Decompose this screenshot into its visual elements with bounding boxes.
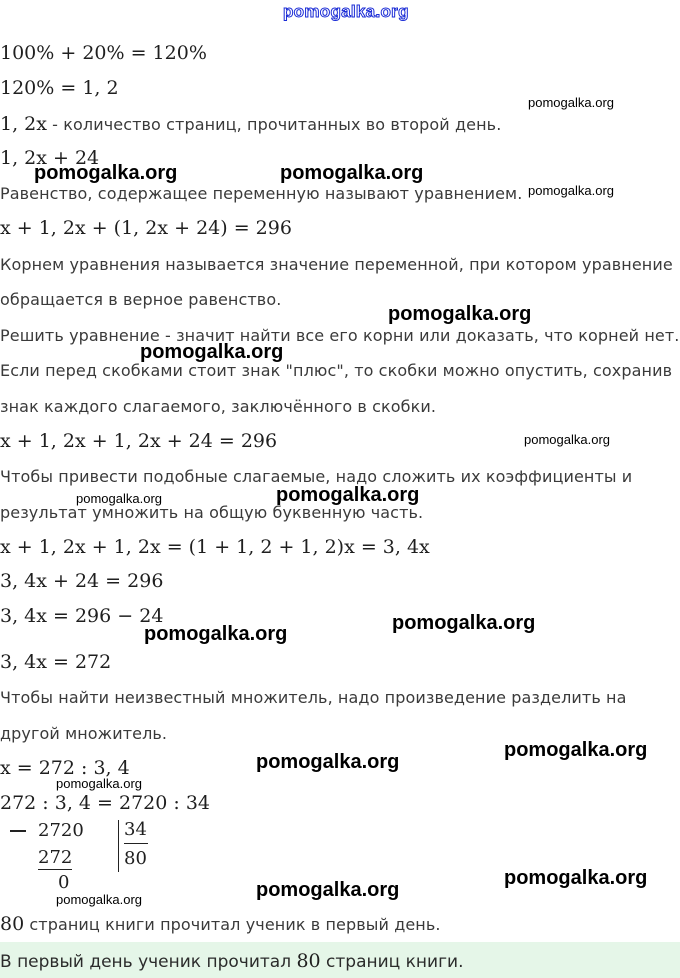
equation-percent-decimal: 120% = 1, 2 [0, 77, 119, 99]
solve-definition: Решить уравнение - значит найти все его корни или доказать, что корней нет. [0, 326, 680, 345]
third-day-expression: 1, 2x + 24 [0, 147, 100, 169]
factor-rule-line2: другой множитель. [0, 724, 168, 743]
first-day-conclusion [0, 913, 441, 935]
division-quotient-line [124, 843, 148, 844]
equation-definition: Равенство, содержащее переменную называют уравнением. [0, 184, 523, 203]
watermark-text: pomogalka.org [56, 776, 142, 791]
watermark-text: pomogalka.org [528, 95, 614, 110]
watermark-text: pomogalka.org [76, 491, 162, 506]
watermark-text: pomogalka.org [140, 341, 284, 363]
conclusion-number: 80 [0, 913, 25, 935]
equation-without-brackets: x + 1, 2x + 1, 2x + 24 = 296 [0, 430, 278, 452]
like-terms-rule-line1: Чтобы привести подобные слагаемые, надо сложить их коэффициенты и [0, 467, 633, 486]
watermark-text: pomogalka.org [144, 623, 288, 645]
watermark-text: pomogalka.org [256, 879, 400, 901]
watermark-text: pomogalka.org [256, 751, 400, 773]
second-day-expression: 1, 2x [0, 113, 47, 135]
brackets-rule-line1: Если перед скобками стоит знак "плюс", то скобки можно опустить, сохранив [0, 361, 673, 380]
watermark-text: pomogalka.org [276, 484, 420, 506]
answer-number: 80 [296, 950, 321, 972]
division-minus-sign [10, 830, 26, 832]
division-quotient: 80 [124, 848, 147, 869]
watermark-text: pomogalka.org [524, 432, 610, 447]
watermark-text: pomogalka.org [34, 162, 178, 184]
watermark-text: pomogalka.org [280, 162, 424, 184]
division-subtracted: 272 [38, 847, 73, 868]
watermark-text: pomogalka.org [388, 303, 532, 325]
division-subtract-line [38, 869, 72, 870]
division-dividend: 2720 [38, 820, 84, 841]
division-vertical-bar [118, 820, 119, 872]
watermark-text: pomogalka.org [392, 612, 536, 634]
like-terms-combination: x + 1, 2x + 1, 2x = (1 + 1, 2 + 1, 2)x = 3, 4x [0, 536, 430, 558]
answer-text [0, 950, 463, 972]
watermark-text: pomogalka.org [504, 867, 648, 889]
second-day-description: - количество страниц, прочитанных во второй день. [46, 115, 502, 134]
answer-prefix: В первый день ученик прочитал [0, 952, 297, 972]
equation-result: 3, 4x = 272 [0, 651, 112, 673]
watermark-text: pomogalka.org [504, 739, 648, 761]
equation-simplified: 3, 4x + 24 = 296 [0, 570, 164, 592]
equation-transfer: 3, 4x = 296 − 24 [0, 605, 164, 627]
like-terms-rule-line2: результат умножить на общую буквенную часть. [0, 503, 424, 522]
root-definition-line1: Корнем уравнения называется значение переменной, при котором уравнение [0, 255, 673, 274]
main-equation: x + 1, 2x + (1, 2x + 24) = 296 [0, 217, 292, 239]
division-remainder: 0 [58, 872, 70, 893]
equation-percent-sum: 100% + 20% = 120% [0, 42, 207, 64]
watermark-text: pomogalka.org [56, 892, 142, 907]
answer-suffix: страниц книги. [320, 952, 464, 972]
root-definition-line2: обращается в верное равенство. [0, 290, 282, 309]
site-header-logo[interactable]: pomogalka.org [283, 2, 409, 21]
division-divisor: 34 [124, 819, 147, 840]
brackets-rule-line2: знак каждого слагаемого, заключённого в скобки. [0, 397, 437, 416]
watermark-text: pomogalka.org [528, 183, 614, 198]
x-division-expression: x = 272 : 3, 4 [0, 757, 130, 779]
second-day-expression-line [0, 113, 501, 135]
division-transform: 272 : 3, 4 = 2720 : 34 [0, 792, 211, 814]
conclusion-text: страниц книги прочитал ученик в первый день. [24, 915, 441, 934]
factor-rule-line1: Чтобы найти неизвестный множитель, надо произведение разделить на [0, 688, 627, 707]
